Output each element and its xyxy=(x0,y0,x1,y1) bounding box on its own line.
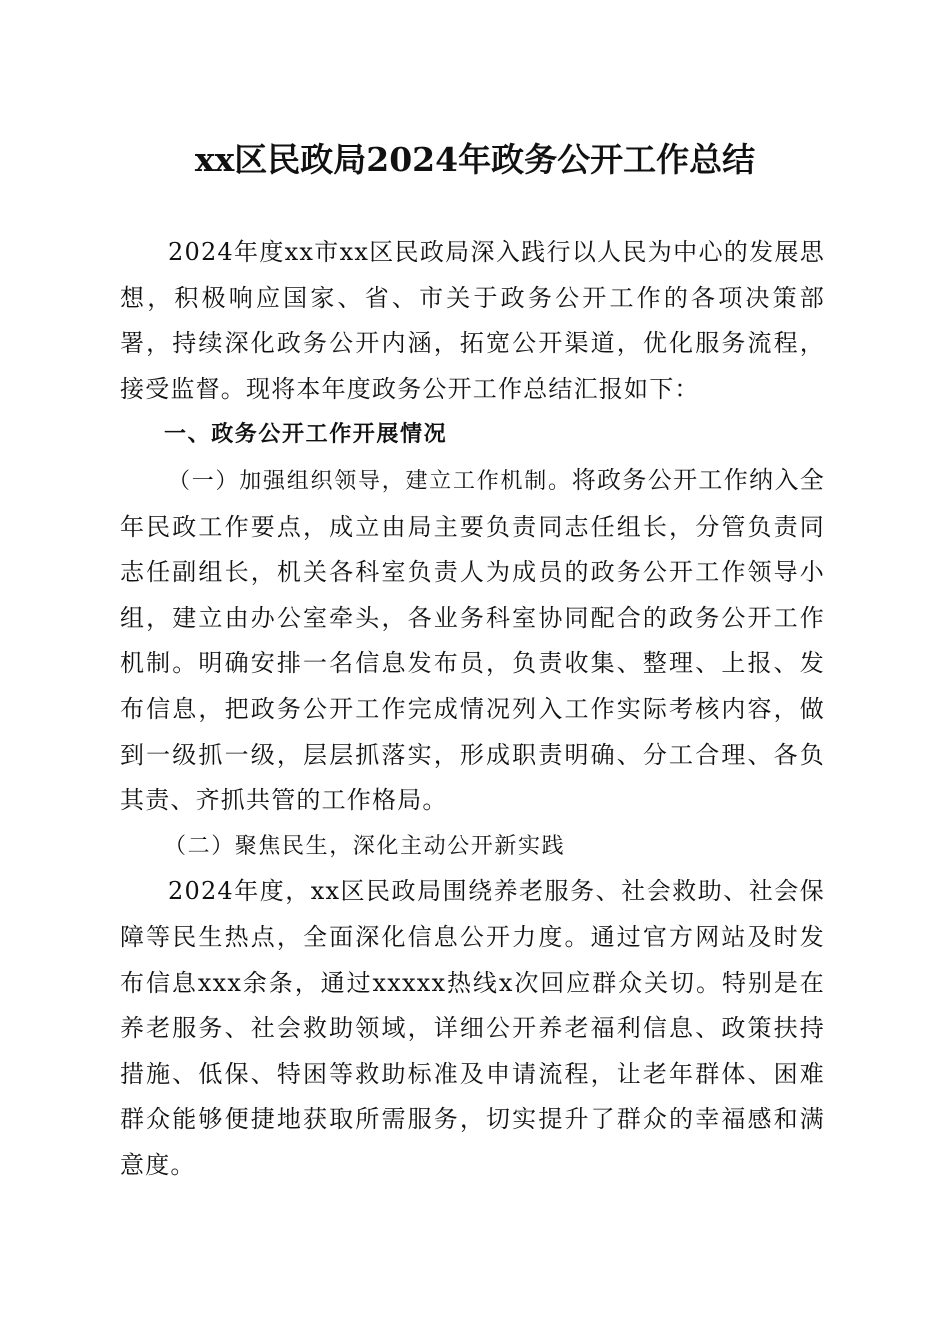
subsection-1-lead: （一）加强组织领导，建立工作机制。 xyxy=(168,468,572,494)
subsection-2-paragraph: 2024年度，xx区民政局围绕养老服务、社会救助、社会保障等民生热点，全面深化信息公开力度。通过官方网站及时发布信息xxx余条，通过xxxxx热线x次回应群众关切。特别是在养老服务、社会救助领域，详细公开养老福利信息、政策扶持措施、低保、特困等救助标准及申请流程，让老年群体、困难群众能够便捷地获取所需服务，切实提升了群众的幸福感和满意度。 xyxy=(120,877,825,1179)
intro-paragraph: 2024年度xx市xx区民政局深入践行以人民为中心的发展思想，积极响应国家、省、市关于政务公开工作的各项决策部署，持续深化政务公开内涵，拓宽公开渠道，优化服务流程，接受监督。现将本年度政务公开工作总结汇报如下： xyxy=(120,238,825,403)
subsection-1-text: 将政务公开工作纳入全年民政工作要点，成立由局主要负责同志任组长，分管负责同志任副组长，机关各科室负责人为成员的政务公开工作领导小组，建立由办公室牵头，各业务科室协同配合的政务公开工作机制。明确安排一名信息发布员，负责收集、整理、上报、发布信息，把政务公开工作完成情况列入工作实际考核内容，做到一级抓一级，层层抓落实，形成职责明确、分工合理、各负其责、齐抓共管的工作格局。 xyxy=(120,465,826,815)
subsection-1-paragraph xyxy=(120,458,825,824)
subsection-2-heading: （二）聚焦民生，深化主动公开新实践 xyxy=(164,833,566,859)
document-body xyxy=(120,230,825,1188)
section-1-heading: 一、政务公开工作开展情况 xyxy=(164,422,448,448)
document-title: xx区民政局2024年政务公开工作总结 xyxy=(194,140,756,179)
